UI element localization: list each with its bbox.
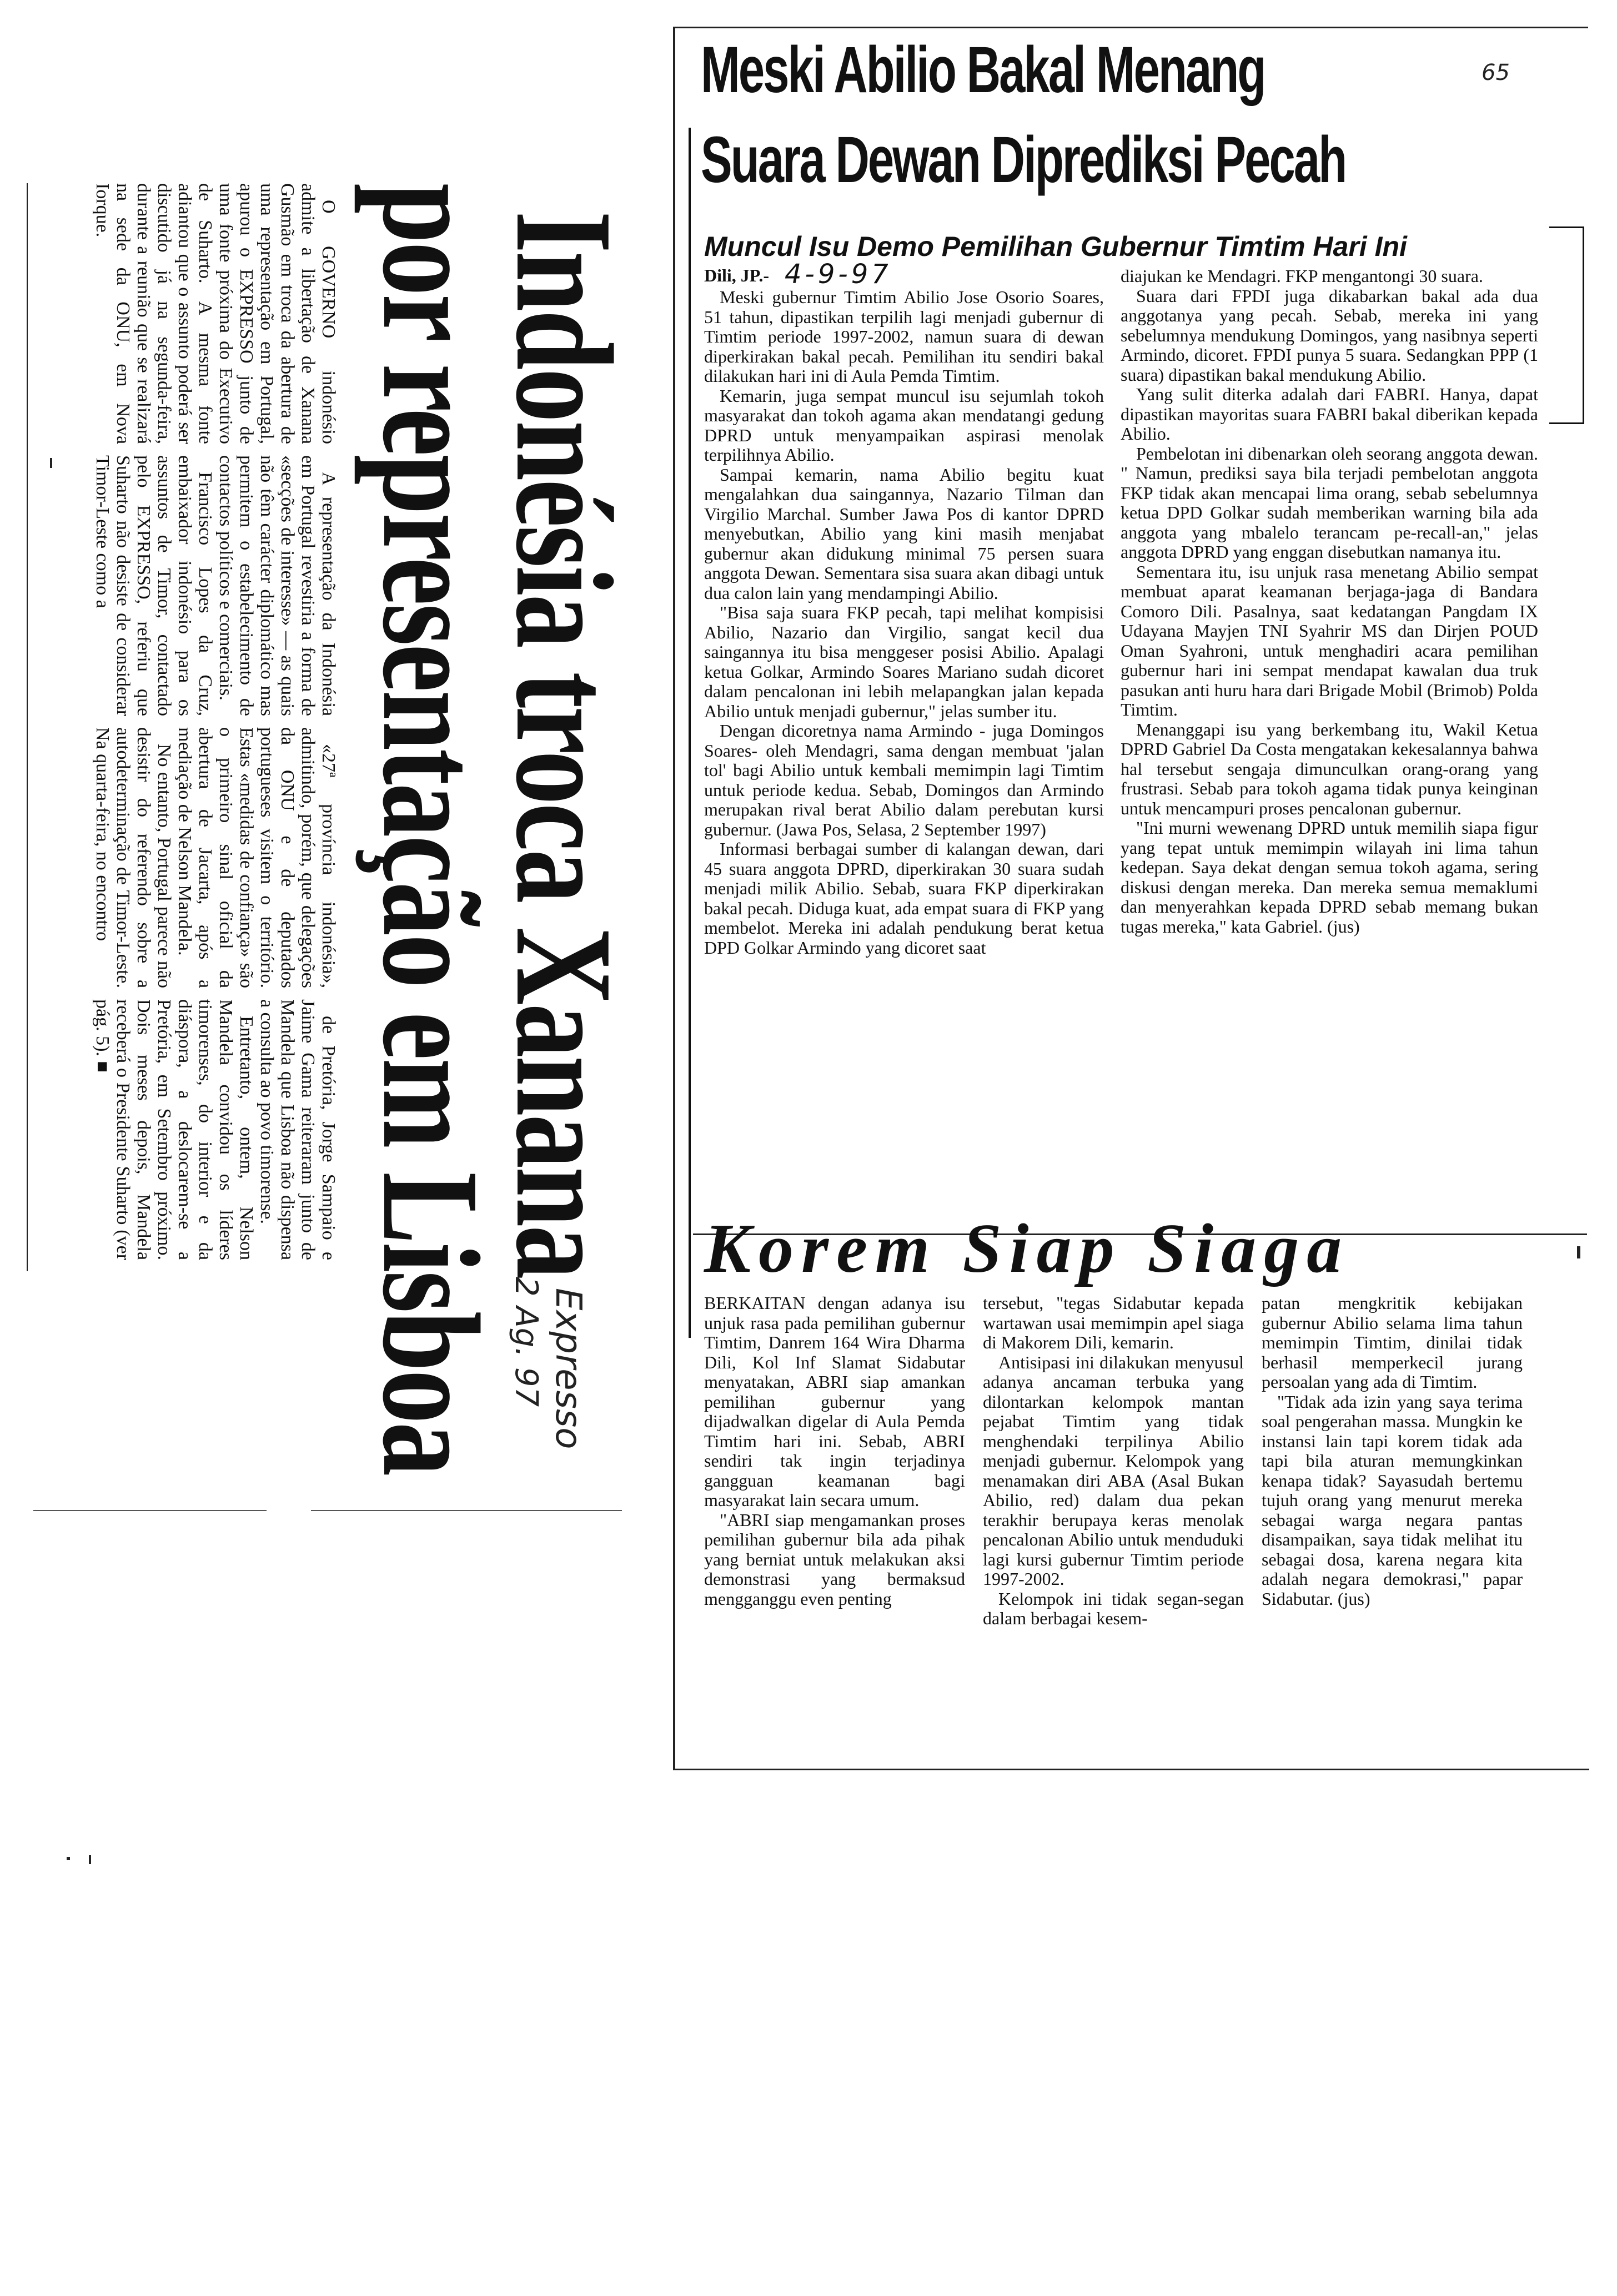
paragraph: Suara dari FPDI juga dikabarkan bakal ada dua anggotanya yang pecah. Sebab, mereka ini yang sebelumnya mendukung Domingos, yang nasibnya seperti Armindo, dicoret. FPDI punya 5 suara. Sedangkan PPP (1 suara) dipastikan bakal mendukung Abilio. <box>1121 285 1538 385</box>
paragraph: Kemarin, juga sempat muncul isu sejumlah tokoh masyarakat dan tokoh agama akan mendatangi gedung DPRD untuk menyampaikan aspirasi menolak terpilihnya Abilio. <box>704 385 1104 465</box>
paragraph: "ABRI siap mengamankan proses pemilihan gubernur bila ada pihak yang berniat untuk melakukan aksi demonstrasi yang bermaksud mengganggu even penting <box>704 1509 965 1609</box>
corner-mark: 65 <box>1482 60 1510 85</box>
paragraph: tersebut, "tegas Sidabutar kepada wartawan usai memimpin apel siaga di Makorem Dili, kemarin. <box>983 1293 1244 1352</box>
paragraph: Meski gubernur Timtim Abilio Jose Osorio Soares, 51 tahun, dipastikan terpilih lagi menjadi gubernur di Timtim periode 1997-2002, namun suara di dewan diperkirakan bakal pecah. Pemilihan itu sendiri bakal dilakukan hari ini di Aula Pemda Timtim. <box>704 288 1104 386</box>
scan-line <box>311 1510 622 1511</box>
headline-line-1: Meski Abilio Bakal Menang <box>701 33 1265 107</box>
korem-title: Korem Siap Siaga <box>704 1210 1350 1287</box>
pt-column-4 <box>39 999 339 1260</box>
handwritten-date: 4-9-97 <box>785 259 892 290</box>
scan-line <box>33 1510 267 1511</box>
paragraph: Menanggapi isu yang berkembang itu, Wakil Ketua DPRD Gabriel Da Costa mengatakan kekesalannya bahwa hal tersebut sengaja dimunculkan orang-orang yang frustrasi. Sebab para tokoh agama tidak punya keinginan untuk mencampuri proses pencalonan gubernur. <box>1121 719 1538 818</box>
paragraph: Dengan dicoretnya nama Armindo - juga Domingos Soares- oleh Mendagri, sama dengan membuat 'jalan tol' bagi Abilio untuk kembali memimpin lagi Timtim untuk periode kedua. Sebab, Domingos dan Armindo merupakan rival berat Abilio dalam perebutan kursi gubernur. (Jawa Pos, Selasa, 2 September 1997) <box>704 721 1104 839</box>
paragraph: "Ini murni wewenang DPRD untuk memilih siapa figur yang tepat untuk memimpin wilayah ini lima tahun kedepan. Saya dekat dengan semua tokoh agama, sering diskusi dengan mereka. Dan mereka semua memaklumi dan menyerahkan kepada DPRD sebab memang bukan tugas mereka," kata Gabriel. (jus) <box>1121 818 1538 936</box>
scan-speck <box>89 1855 91 1864</box>
handwritten-date-note: 2 Ag. 97 <box>508 1277 544 1407</box>
korem-column-3 <box>1262 1293 1523 1765</box>
dateline-row <box>704 259 1104 290</box>
pt-column-3 <box>39 727 339 988</box>
paragraph: "Bisa saja suara FKP pecah, tapi melihat kompisisi Abilio, Nazario dan Virgilio, sangat kecil dua saingannya itu bisa menggeser posisi Abilio. Apalagi ketua Golkar, Armindo Soares Mariano sudah dicoret dalam pencalonan ini lebih melapangkan jalan kepada Abilio untuk menjadi gubernur," jelas sumber itu. <box>704 602 1104 721</box>
subheadline: Muncul Isu Demo Pemilihan Gubernur Timtim Hari Ini <box>704 231 1407 262</box>
paragraph: BERKAITAN dengan adanya isu unjuk rasa pada pemilihan gubernur Timtim, Danrem 164 Wira Dharma Dili, Kol Inf Slamat Sidabutar menyatakan, ABRI siap amankan pemilihan gubernur yang dijadwalkan digelar di Aula Pemda Timtim hari ini. Sebab, ABRI sendiri tak ingin terjadinya gangguan keamanan bagi masyarakat lain secara umum. <box>704 1293 965 1510</box>
scan-speck <box>1577 1246 1580 1258</box>
frame-bottom-rule <box>673 1769 1589 1770</box>
frame-left-rule <box>673 27 675 1770</box>
paragraph: Sampai kemarin, nama Abilio begitu kuat mengalahkan dua saingannya, Nazario Tilman dan Virgilio Marchal. Sumber Jawa Pos di kantor DPRD menyebutkan, Abilio yang kini masih menjabat gubernur akan didukung minimal 75 persen suara anggota Dewan. Sementara sisa suara akan dibagi untuk dua calon lain yang mendampingi Abilio. <box>704 464 1104 603</box>
paragraph: O GOVERNO indonésio admite a libertação de Xanana Gusmão em troca da abertura de uma representação em Portugal, apurou o EXPRESSO junto de uma fonte próxima do Executivo de Suharto. A mesma fonte adiantou que o assunto poderá ser discutido já na segunda-feira, durante a reunião que se realizará na sede da ONU, em Nova Iorque. <box>92 183 339 444</box>
article-column-2 <box>1121 266 1538 1243</box>
paragraph: A representação da Indonésia em Portugal revestiria a forma de «secções de interesse» — as quais não têm carácter diplomático mas permitem o estabelecimento de contactos políticos e comerciais. <box>215 455 339 716</box>
pt-title-line-1: Indonésia troca Xanana <box>487 211 641 1278</box>
pt-bottom-rule <box>27 183 28 1271</box>
paragraph: No entanto, Portugal parece não desistir do referendo sobre a autodeterminação de Timor-Leste. Na quarta-feira, no encontro <box>92 727 174 988</box>
korem-column-1 <box>704 1293 965 1765</box>
paragraph: «27ª província indonésia», admitindo, porém, que delegações da ONU e de deputados portugueses visitem o território. Estas «medidas de confiança» são o primeiro sinal oficial da abertura de Jacarta, após a mediação de Nelson Mandela. <box>174 727 339 988</box>
scan-speck <box>67 1857 70 1860</box>
paragraph: diajukan ke Mendagri. FKP mengantongi 30 suara. <box>1121 266 1483 286</box>
paragraph: patan mengkritik kebijakan gubernur Abilio selama lima tahun memimpin Timtim, dinilai tidak berhasil memperkecil jurang persoalan yang ada di Timtim. <box>1262 1293 1523 1392</box>
article-column-1 <box>704 259 1104 1337</box>
pt-title-line-2: por representação em Lisboa <box>354 183 508 1475</box>
dateline: Dili, JP.- <box>704 265 770 285</box>
paragraph: Pembelotan ini dibenarkan oleh seorang anggota dewan. " Namun, prediksi saya bila terjadi pembelotan anggota FKP tidak akan mencapai lima orang, sebab sebelumnya ketua DPD Golkar sudah memberikan warning bila ada anggota yang mbalelo terancam pe-recall-an," jelas anggota DPRD yang enggan disebutkan namanya itu. <box>1121 443 1538 562</box>
scan-speck <box>50 458 52 468</box>
paragraph: Entretanto, ontem, Nelson Mandela convidou os líderes timorenses, do interior e da diáspora, a deslocarem-se a Pretória, em Setembro próximo. Dois meses depois, Mandela receberá o Presidente Suharto (ver pág. 5). ■ <box>92 999 257 1260</box>
paragraph: Kelompok ini tidak segan-segan dalam berbagai kesem- <box>983 1588 1244 1628</box>
korem-column-2 <box>983 1293 1244 1765</box>
handwritten-source-note: Expresso <box>548 1288 589 1449</box>
pt-column-1 <box>39 183 339 444</box>
pt-column-2 <box>39 455 339 716</box>
headline-line-2: Suara Dewan Diprediksi Pecah <box>701 123 1346 197</box>
paragraph: Francisco Lopes da Cruz, embaixador indonésio para os assuntos de Timor, contactado pelo EXPRESSO, referiu que Suharto não desiste de considerar Timor-Leste como a <box>92 455 215 716</box>
paragraph: de Pretória, Jorge Sampaio e Jaime Gama reiteraram junto de Mandela que Lisboa não dispensa a consulta ao povo timorense. <box>257 999 339 1260</box>
bracket-mark <box>1549 226 1584 424</box>
paragraph: "Tidak ada izin yang saya terima soal pengerahan massa. Mungkin ke instansi lain tapi korem tidak ada tapi bila aturan memungkinkan kenapa tidak? Sayasudah bertemu tujuh orang yang menurut mereka sebagai warga negara pantas disampaikan, saya tidak melihat itu sebagai dosa, karena negara kita adalah negara demokrasi," papar Sidabutar. (jus) <box>1262 1391 1523 1609</box>
paragraph: Informasi berbagai sumber di kalangan dewan, dari 45 suara anggota DPRD, diperkirakan 30 suara sudah menjadi milik Abilio. Sebab, suara FKP diperkirakan bakal pecah. Diduga kuat, ada empat suara di FKP yang membelot. Mereka ini adalah pendukung berat ketua DPD Golkar Armindo yang dicoret saat <box>704 839 1104 958</box>
paragraph: Antisipasi ini dilakukan menyusul adanya ancaman terbuka yang dilontarkan kelompok mantan pejabat Timtim yang tidak menghendaki terpilinya Abilio menjadi gubernur. Kelompok yang menamakan diri ABA (Asal Bukan Abilio, red) dalam dua pekan terakhir berupaya keras menolak pencalonan Abilio untuk menduduki lagi kursi gubernur Timtim periode 1997-2002. <box>983 1352 1244 1589</box>
paragraph: Sementara itu, isu unjuk rasa menetang Abilio sempat membuat aparat keamanan berjaga-jaga di Bandara Comoro Dili. Pasalnya, saat kedatangan Pangdam IX Udayana Mayjen TNI Syahrir MS dan Dirjen POUD Oman Syahroni, untuk menghadiri acara pemilihan gubernur hari ini sempat mendapat kawalan dua truk pasukan anti huru hara dari Brigade Mobil (Brimob) Polda Timtim. <box>1121 561 1538 719</box>
paragraph: Yang sulit diterka adalah dari FABRI. Hanya, dapat dipastikan mayoritas suara FABRI bakal diberikan kepada Abilio. <box>1121 384 1538 444</box>
frame-top-rule <box>675 27 1588 28</box>
column-side-rule <box>689 128 691 1338</box>
